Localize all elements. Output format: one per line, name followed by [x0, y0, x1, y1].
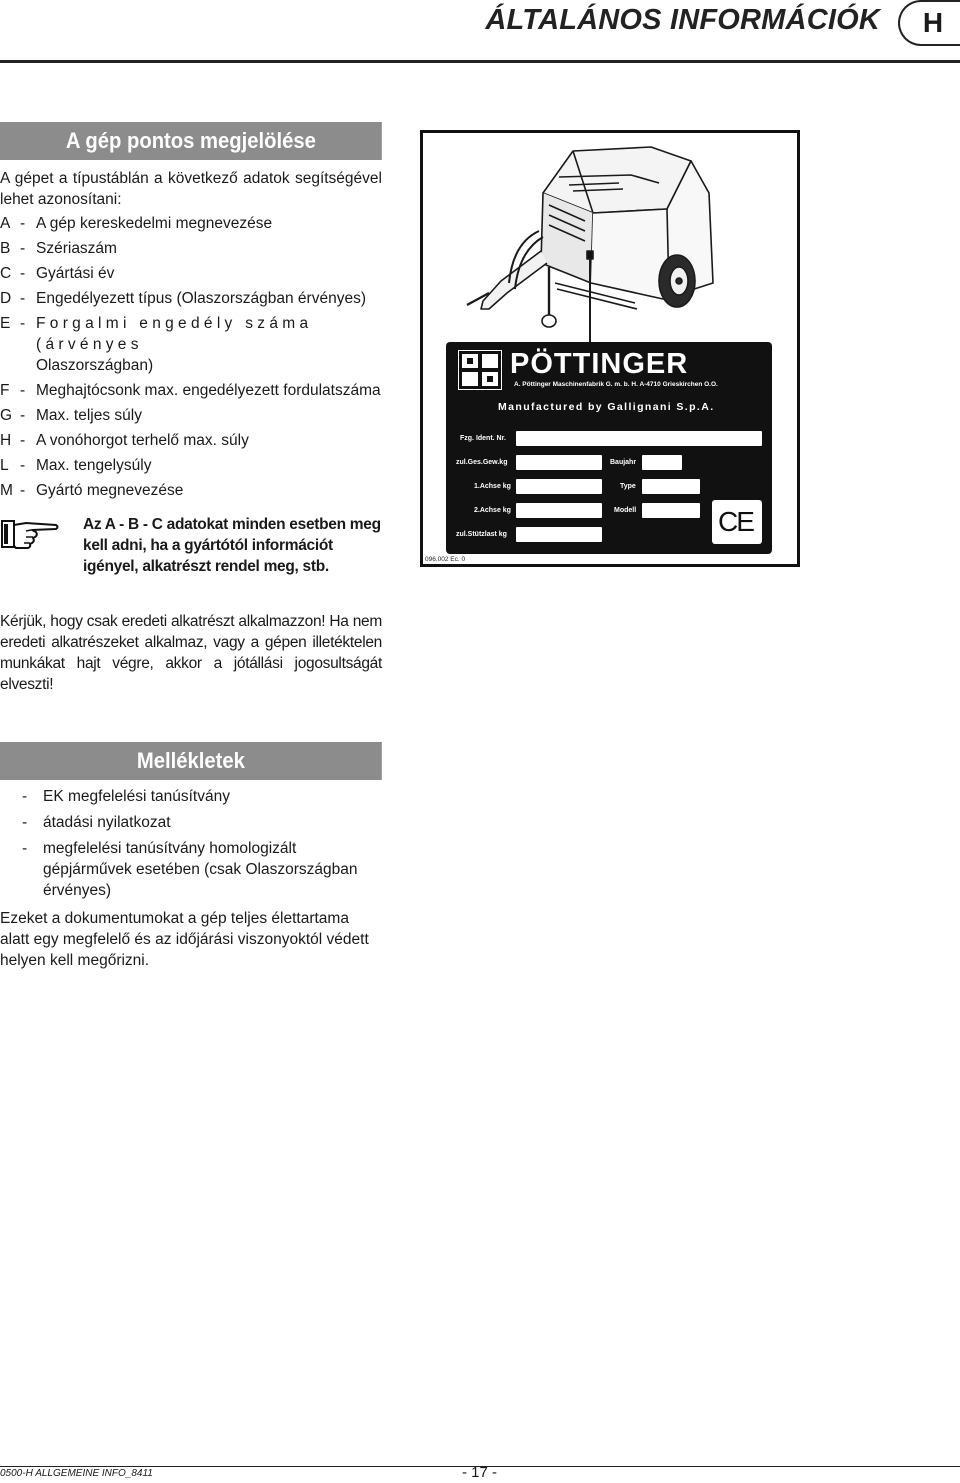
plate-label-axle1: 1.Achse kg: [474, 483, 511, 490]
warning-paragraph: Kérjük, hogy csak eredeti alkatrészt alkalmazzon! Ha nem eredeti alkatrészeket alkalmaz, vagy a gépen illetéktelen munkákat hajt végre, akkor a jótállási jogosultságát elveszti!: [0, 613, 382, 693]
plate-manufacturer: Manufactured by Gallignani S.p.A.: [498, 401, 715, 413]
intro-paragraph: A gépet a típustáblán a következő adatok segítségével lehet azonosítani:: [0, 170, 382, 208]
page-header-title: ÁLTALÁNOS INFORMÁCIÓK: [485, 4, 880, 36]
plate-field-ident: [516, 431, 762, 446]
list-item: H - A vonóhorgot terhelő max. súly: [0, 432, 249, 449]
list-item: - átadási nyilatkozat: [22, 814, 171, 831]
page-number: - 17 -: [462, 1464, 498, 1481]
plate-label-weight: zul.Ges.Gew.kg: [456, 459, 508, 466]
footer-document-code: 0500-H ALLGEMEINE INFO_8411: [0, 1468, 153, 1479]
plate-code: 096.002 Ec. 0: [425, 556, 466, 563]
plate-label-type: Type: [620, 483, 636, 490]
closing-paragraph: Ezeket a dokumentumokat a gép teljes élettartama alatt egy megfelelő és az időjárási viszonyoktól védett helyen kell megőrizni.: [0, 910, 369, 969]
ce-mark-icon: CE: [718, 506, 753, 537]
list-item: B - Szériaszám: [0, 240, 117, 257]
plate-label-model: Modell: [614, 507, 637, 514]
important-note: Az A - B - C adatokat minden esetben meg kell adni, ha a gyártótól információt igényel, alkatrészt rendel meg, stb.: [83, 516, 381, 575]
round-baler-illustration: [423, 133, 797, 343]
identification-list: [0, 213, 382, 505]
pointing-hand-icon: [0, 513, 60, 553]
section-badge: H: [898, 0, 960, 46]
list-item: - megfelelési tanúsítvány homologizált gépjárművek esetében (csak Olaszországban érvényes): [22, 840, 358, 899]
plate-field-type: [642, 479, 700, 494]
list-item: G - Max. teljes súly: [0, 407, 142, 424]
list-item: M - Gyártó megnevezése: [0, 482, 184, 499]
plate-field-year: [642, 455, 682, 470]
plate-field-model: [642, 503, 700, 518]
plate-field-weight: [516, 455, 602, 470]
list-item: E - Forgalmi engedély száma (árvényes Olaszországban): [0, 315, 313, 374]
list-item: F - Meghajtócsonk max. engedélyezett fordulatszáma: [0, 382, 381, 399]
list-item: L - Max. tengelysúly: [0, 457, 152, 474]
attachments-list: [0, 786, 382, 906]
plate-field-axle1: [516, 479, 602, 494]
section-heading-identification: A gép pontos megjelölése: [0, 122, 382, 160]
plate-field-support: [516, 527, 602, 542]
plate-address: A. Pöttinger Maschinenfabrik G. m. b. H. A-4710 Grieskirchen O.O.: [514, 381, 718, 388]
plate-label-year: Baujahr: [610, 459, 637, 466]
list-item: - EK megfelelési tanúsítvány: [22, 788, 230, 805]
plate-brand: PÖTTINGER: [510, 348, 689, 380]
list-item: A - A gép kereskedelmi megnevezése: [0, 215, 273, 232]
plate-label-support: zul.Stützlast kg: [456, 531, 507, 538]
section-heading-attachments: Mellékletek: [0, 742, 382, 780]
list-item: D - Engedélyezett típus (Olaszországban érvényes): [0, 290, 366, 307]
plate-field-axle2: [516, 503, 602, 518]
list-item: C - Gyártási év: [0, 265, 115, 282]
plate-label-ident: Fzg. Ident. Nr.: [460, 435, 506, 442]
plate-label-axle2: 2.Achse kg: [474, 507, 511, 514]
header-rule: [0, 60, 960, 63]
pottinger-logo-icon: [458, 350, 502, 390]
